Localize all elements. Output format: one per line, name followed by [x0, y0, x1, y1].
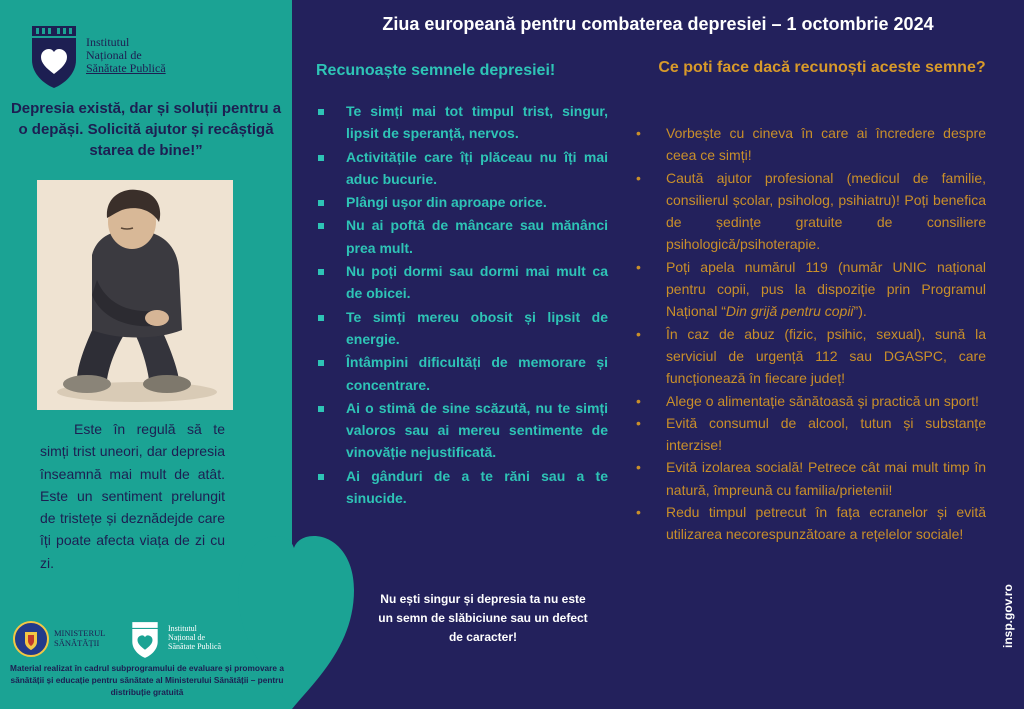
list-item [316, 146, 608, 191]
footer-institute-name-line1: Institutul [168, 624, 197, 633]
list-item [316, 214, 608, 259]
footer-institute-name [168, 624, 221, 651]
bullet-icon [318, 406, 324, 412]
list-item [636, 167, 986, 256]
list-item-text: Te simți mereu obosit și lipsit de energie. [346, 308, 608, 347]
signs-list [316, 100, 608, 510]
institute-name [86, 36, 166, 75]
list-item-text: Alege o alimentație sănătoasă și practică un sport! [666, 392, 979, 409]
list-item [316, 100, 608, 145]
list-item-text: Evită consumul de alcool, tutun și substanțe interzise! [666, 414, 986, 454]
list-item-text: În caz de abuz (fizic, psihic, sexual), sună la serviciul de urgență 112 sau DGASPC, care funcționează în fiecare județ! [666, 325, 986, 387]
list-item-text: Nu ai poftă de mâncare sau mănânci prea mult. [346, 217, 608, 256]
footer-text: Material realizat în cadrul subprogramului de evaluare și promovare a sănătății și educație pentru sănătate al Ministerului Sănătății – pentru distribuție gratuită [10, 663, 284, 697]
ministry-name-line1: MINISTERUL [54, 628, 106, 638]
institute-name-line1: Institutul [86, 35, 130, 49]
list-item [636, 456, 986, 501]
list-item-text: Ai gânduri de a te răni sau a te sinucide. [346, 467, 608, 507]
list-item [316, 260, 608, 305]
list-item-text: Te simți mai tot timpul trist, singur, lipsit de speranță, nervos. [346, 103, 608, 142]
list-item [636, 390, 986, 412]
list-item-text: Plângi ușor din aproape orice. [346, 194, 547, 211]
list-item [316, 191, 608, 213]
actions-heading: Ce poti face dacă recunoști aceste semne? [658, 59, 986, 76]
depressed-boy-illustration [37, 180, 233, 410]
list-item [636, 122, 986, 167]
left-paragraph [40, 418, 225, 574]
bullet-icon: • [636, 459, 641, 476]
website-url[interactable]: insp.gov.ro [1001, 584, 1015, 648]
bullet-icon: • [636, 504, 641, 521]
list-item-text: Nu poți dormi sau dormi mai mult ca de obicei. [346, 263, 608, 302]
institute-name-line2: Național de [86, 48, 142, 62]
insp-logo [28, 24, 166, 90]
footer-logos [12, 620, 282, 662]
ministry-crest-icon [12, 620, 50, 658]
bullet-icon [318, 474, 324, 480]
slogan: Depresia există, dar și soluții pentru a o depăși. Solicită ajutor și recâștigă starea de bine!” [10, 100, 282, 159]
bullet-icon [318, 360, 324, 366]
list-item [316, 351, 608, 396]
list-item-text: Vorbește cu cineva în care ai încredere despre ceea ce simți! [666, 125, 986, 164]
list-item-text: Ai o stimă de sine scăzută, nu te simți valoros sau ai mereu sentimente de vinovăție nejustificată. [346, 399, 608, 461]
list-item [636, 501, 986, 546]
list-item-text: Redu timpul petrecut în fața ecranelor și evită utilizarea necorespunzătoare a rețelelor sociale! [666, 504, 986, 543]
bullet-icon [318, 109, 324, 115]
bullet-icon: • [636, 169, 641, 186]
list-item [316, 465, 608, 510]
bullet-icon: • [636, 392, 641, 409]
ministry-name-line2: SĂNĂTĂȚII [54, 638, 100, 648]
list-item [316, 397, 608, 464]
page-title: Ziua europeană pentru combaterea depresiei – 1 octombrie 2024 [382, 14, 934, 34]
left-paragraph-text: Este în regulă să te simți trist uneori, dar depresia înseamnă mai mult de atât. Este un sentiment prelungit de tristețe și deznădejde care îți poate afecta viața de zi cu zi. [40, 421, 225, 571]
bullet-icon: • [636, 125, 641, 141]
list-item-text: Activitățile care îți plăceau nu îți mai aduc bucurie. [346, 148, 608, 187]
list-item [636, 256, 986, 323]
bullet-icon [318, 223, 324, 229]
institute-name-line3: Sănătate Publică [86, 61, 166, 75]
list-item-text: Caută ajutor profesional (medicul de familie, consilierul școlar, psiholog, psihiatru)! Poți benefica de ședințe gratuite de consiliere psihologică/psihoterapie. [666, 169, 986, 253]
insp-logo-small-icon [130, 620, 160, 660]
list-item-text: Poți apela numărul 119 (număr UNIC național pentru copii, pus la dispoziție prin Programul Național “ [666, 258, 986, 320]
footer-institute-name-line3: Sănătate Publică [168, 642, 222, 651]
actions-list [636, 122, 986, 546]
bullet-icon [318, 315, 324, 321]
list-item [636, 412, 986, 457]
insp-logo-icon [28, 24, 80, 90]
bullet-icon: • [636, 414, 641, 431]
heart-message: Nu ești singur și depresia ta nu este un semn de slăbiciune sau un defect de caracter! [378, 592, 588, 644]
signs-heading: Recunoaște semnele depresiei! [316, 62, 556, 79]
bullet-icon: • [636, 258, 641, 275]
bullet-icon [318, 269, 324, 275]
list-item-text: Evită izolarea socială! Petrece cât mai mult timp în natură, împreună cu familia/prietenii! [666, 459, 986, 498]
program-tail: ”). [853, 303, 867, 320]
bullet-icon: • [636, 325, 641, 342]
program-name: Din grijă pentru copii [725, 303, 854, 320]
list-item [636, 323, 986, 390]
list-item [316, 306, 608, 351]
ministry-name [54, 628, 105, 648]
bullet-icon [318, 200, 324, 206]
footer-institute-name-line2: Național de [168, 633, 206, 642]
list-item-text: Întâmpini dificultăți de memorare și concentrare. [346, 354, 608, 393]
bullet-icon [318, 155, 324, 161]
